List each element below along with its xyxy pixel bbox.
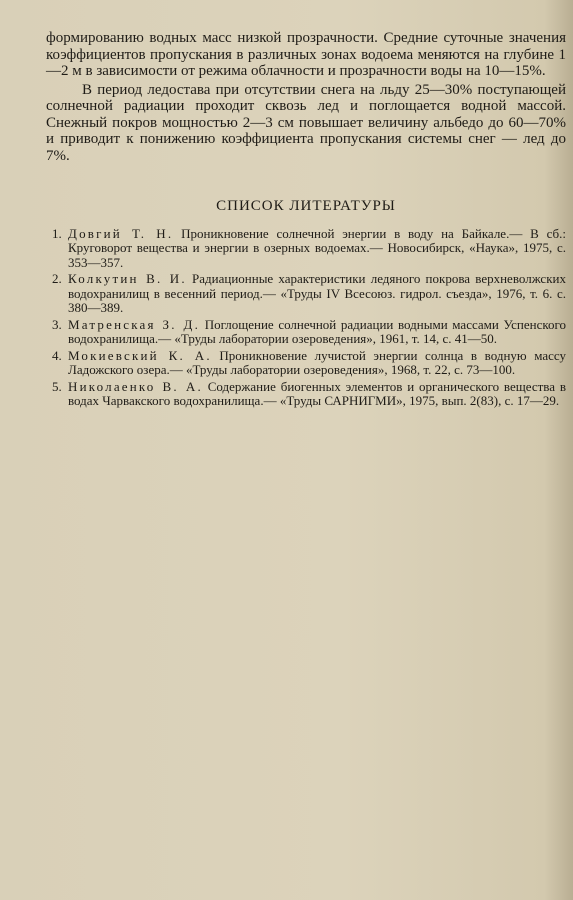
reference-text: Радиационные характеристики ледяного покрова верхневолжских водохранилищ в весенний период.— «Труды IV Всесоюз. гидрол. съезда», 1976, т. 6. с. 380—389. — [68, 271, 566, 315]
reference-text: Поглощение солнечной радиации водными массами Успенского водохранилища.— «Труды лаборатории озероведения», 1961, т. 14, с. 41—50. — [68, 316, 567, 346]
reference-item-3 — [46, 318, 566, 347]
reference-author: Мокиевский К. А. — [68, 347, 212, 363]
references-list — [46, 227, 566, 409]
reference-text: Проникновение лучистой энергии солнца в водную массу Ладожского озера.— «Труды лаборатории озероведения», 1968, т. 22, с. 73—100. — [68, 347, 566, 377]
reference-author: Довгий Т. Н. — [68, 225, 174, 241]
reference-text: Проникновение солнечной энергии в воду на Байкале.— В сб.: Круговорот вещества и энергии в озерных водоемах.— Новосибирск, «Наука», 1975, с. 353—357. — [68, 225, 566, 270]
body-paragraph-2: В период ледостава при отсутствии снега на льду 25—30% поступающей солнечной радиации проходит сквозь лед и поглощается водной массой. Снежный покров мощностью 2—3 см повышает величину альбедо до 60—70% и приводит к понижению коэффициента пропускания системы снег — лед до 7%. — [46, 81, 566, 164]
reference-item-1 — [46, 227, 566, 271]
reference-number: 3. — [52, 316, 62, 332]
reference-author: Колкутин В. И. — [68, 271, 187, 286]
reference-number: 2. — [52, 271, 62, 286]
reference-item-4 — [46, 349, 566, 378]
body-paragraph-1: формированию водных масс низкой прозрачности. Средние суточные значения коэффициентов пропускания в различных зонах водоема меняются на глубине 1—2 м в зависимости от режима облачности и прозрачности воды на 10—15%. — [46, 30, 566, 79]
reference-item-5 — [46, 380, 566, 409]
reference-number: 1. — [52, 225, 62, 241]
reference-author: Николаенко В. А. — [68, 378, 203, 394]
reference-item-2 — [46, 272, 566, 316]
reference-number: 5. — [52, 378, 62, 394]
page-text-block — [46, 30, 566, 411]
reference-text: Содержание биогенных элементов и органического вещества в водах Чарвакского водохранилища.— «Труды САРНИГМИ», 1975, вып. 2(83), с. 17—29. — [68, 378, 567, 408]
reference-number: 4. — [52, 347, 62, 363]
reference-author: Матренская З. Д. — [68, 316, 201, 332]
references-title: СПИСОК ЛИТЕРАТУРЫ — [216, 198, 396, 214]
